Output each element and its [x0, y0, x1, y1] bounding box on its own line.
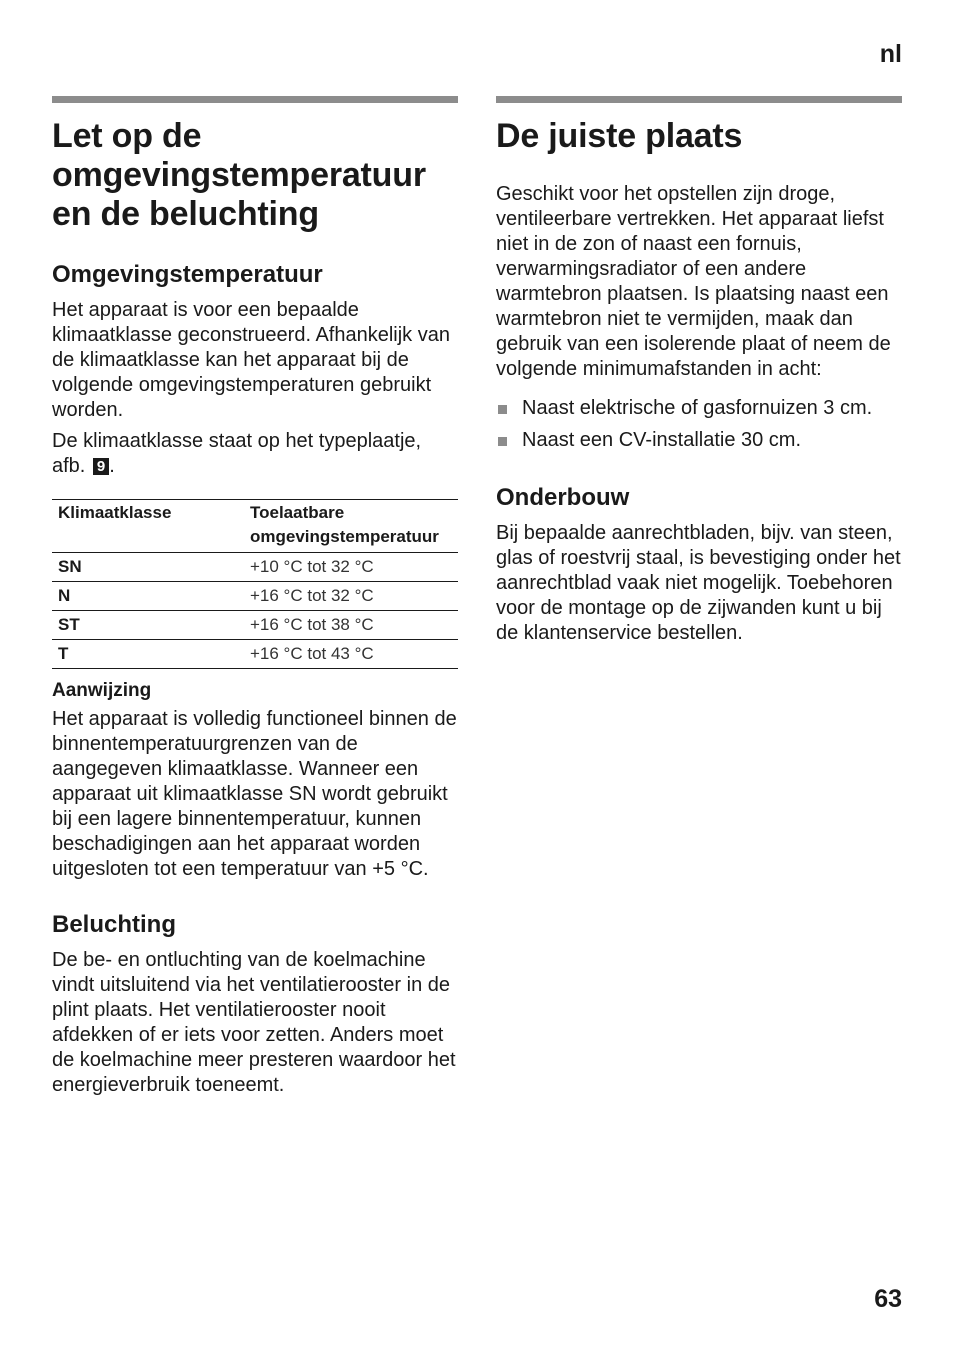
list-item	[496, 428, 902, 453]
list-item-text: Naast een CV-installatie 30 cm.	[522, 429, 802, 451]
column-header-temperature: Toelaatbare omgevingstemperatuur	[244, 500, 458, 553]
section-heading-built-under: Onderbouw	[496, 484, 630, 511]
column-header-class: Klimaatklasse	[52, 500, 244, 553]
right-column	[496, 96, 902, 652]
section-rule	[52, 96, 458, 103]
figure-reference: 9	[93, 458, 109, 475]
paragraph-location: Geschikt voor het opstellen zijn droge, ventileerbare vertrekken. Het apparaat liefst niet in de zon of naast een fornuis, verwarmingsradiator of een andere warmtebron plaatsen. Is plaatsing naast een warmtebron niet te vermijden, maak dan gebruik van een isolerende plaat of neem de volgende minimumafstanden in acht:	[496, 183, 891, 380]
range-cell: +16 °C tot 32 °C	[244, 582, 458, 611]
paragraph-climate-class: Het apparaat is voor een bepaalde klimaatklasse geconstrueerd. Afhankelijk van de klimaatklasse kan het apparaat bij de volgende omgevingstemperaturen gebruikt worden.	[52, 299, 450, 421]
list-item-text: Naast elektrische of gasfornuizen 3 cm.	[522, 397, 873, 419]
range-cell: +16 °C tot 43 °C	[244, 640, 458, 669]
type-plate-text: De klimaatklasse staat op het typeplaatje, afb.	[52, 430, 422, 477]
range-cell: +10 °C tot 32 °C	[244, 553, 458, 582]
type-plate-end: .	[109, 455, 115, 477]
bullet-square-icon	[498, 437, 507, 446]
table-row	[52, 553, 458, 582]
left-column	[52, 96, 458, 1104]
section-heading-ambient-temperature: Omgevingstemperatuur	[52, 261, 323, 288]
class-cell: T	[52, 640, 244, 669]
climate-class-table	[52, 499, 458, 669]
note-heading: Aanwijzing	[52, 680, 152, 701]
paragraph-ventilation: De be- en ontluchting van de koelmachine vindt uitsluitend via het ventilatierooster in de plint plaats. Het ventilatierooster nooit afdekken of er iets voor zetten. Anders moet de koelmachine meer presteren waardoor het energieverbruik toeneemt.	[52, 949, 456, 1096]
distance-list	[496, 396, 902, 453]
range-cell: +16 °C tot 38 °C	[244, 611, 458, 640]
section-rule	[496, 96, 902, 103]
note-text: Het apparaat is volledig functioneel binnen de binnentemperatuurgrenzen van de aangegeven klimaatklasse. Wanneer een apparaat uit klimaatklasse SN wordt gebruikt bij een lagere binnentemperatuur, kunnen beschadigingen aan het apparaat worden uitgesloten tot een temperatuur van +5 °C.	[52, 708, 457, 880]
table-row	[52, 582, 458, 611]
class-cell: SN	[52, 553, 244, 582]
section-heading-ventilation: Beluchting	[52, 911, 176, 938]
language-marker: nl	[879, 40, 902, 68]
section-title-location: De juiste plaats	[496, 117, 743, 155]
table-header-row	[52, 500, 458, 553]
bullet-square-icon	[498, 405, 507, 414]
table-row	[52, 611, 458, 640]
paragraph-built-under: Bij bepaalde aanrechtbladen, bijv. van steen, glas of roestvrij staal, is bevestiging onder het aanrechtblad vaak niet mogelijk. Toebehoren voor de montage op de zijwanden kunt u bij de klantenservice bestellen.	[496, 522, 901, 644]
paragraph-type-plate	[52, 429, 458, 479]
list-item	[496, 396, 902, 421]
class-cell: ST	[52, 611, 244, 640]
class-cell: N	[52, 582, 244, 611]
table-row	[52, 640, 458, 669]
page-number: 63	[874, 1285, 902, 1313]
page-title: Let op de omgevingstemperatuur en de beluchting	[52, 117, 426, 233]
